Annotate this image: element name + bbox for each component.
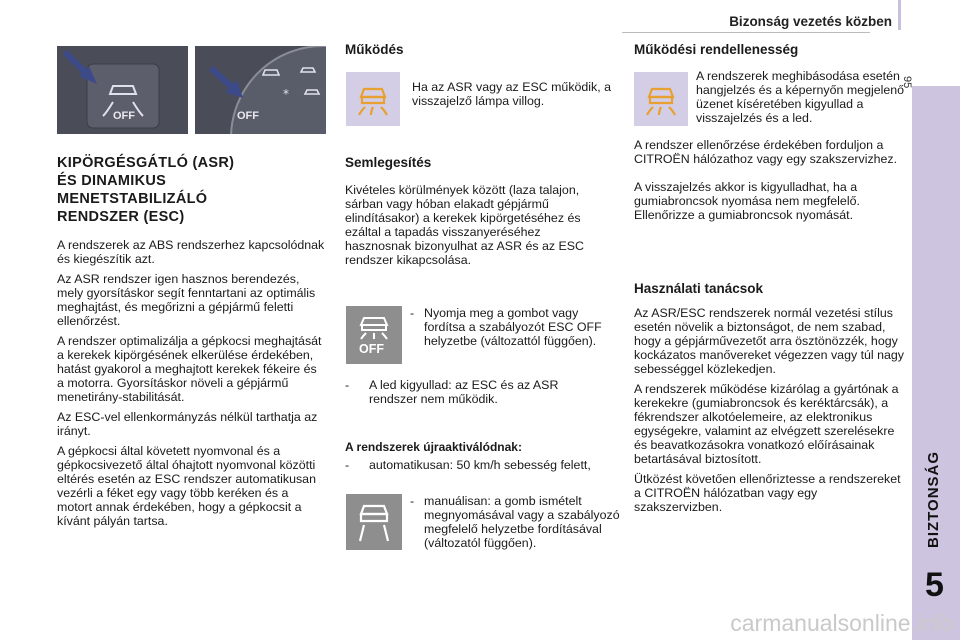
advice-paragraph-1: Az ASR/ESC rendszerek normál vezetési stílus esetén növelik a biztonságot, de nem szabad, hogy a gépjárművezetőt arra ösztönözzék, hogy kockázatos manővereket végezzen vagy túl nagy sebességgel közlekedjen.: [634, 306, 904, 376]
esc-malfunction-lamp-icon: [641, 79, 681, 119]
reactivation-heading: A rendszerek újraaktiválódnak:: [345, 440, 522, 454]
intro-paragraph-3: A rendszer optimalizálja a gépkocsi meghajtását a kerekek kipörgésének elkerülése érdekében, hatást gyakorol a meghajtott kerekek fékeire és a motorra. Gyorsításkor növeli a gépjármű menetirány-stabilitását.: [57, 334, 322, 404]
advice-paragraph-3: Ütközést követően ellenőriztesse a rendszereket a CITROËN hálózatban vagy egy szakszervizben.: [634, 472, 901, 514]
svg-text:*: *: [283, 87, 289, 101]
dash-marker: -: [345, 378, 350, 392]
step-led-text: A led kigyullad: az ESC és az ASR rendszer nem működik.: [369, 378, 559, 406]
malfunction-text: A rendszerek meghibásodása esetén hangjelzés és a képernyőn megjelenő üzenet kíséretében kigyullad a visszajelzés és a led.: [696, 69, 905, 125]
usage-advice-heading: Használati tanácsok: [634, 281, 764, 296]
reactivation-manual: [410, 494, 620, 550]
reactivation-auto: [345, 458, 607, 472]
esc-off-dial-photo-icon: [195, 46, 326, 134]
header-rule: [622, 32, 870, 33]
malfunction-heading: Működési rendellenesség: [634, 42, 799, 57]
reactivation-manual-text: manuálisan: a gomb ismételt megnyomásával vagy a szabályozó megfelelő helyzetbe fordításával (változatól függően).: [424, 494, 620, 550]
chapter-label: BIZTONSÁG: [925, 450, 942, 548]
dashboard-photo-button: [57, 46, 188, 134]
reactivation-auto-text: automatikusan: 50 km/h sebesség felett,: [369, 458, 591, 472]
intro-paragraph-2: Az ASR rendszer igen hasznos berendezés, mely gyorsításkor segít fenntartani az optimális meghajtást, és megőrizni a gépjármű feletti ellenőrzést.: [57, 272, 316, 328]
step-press-button: [410, 306, 610, 348]
esc-button-box: [346, 494, 402, 550]
esc-warning-lamp-icon: [353, 79, 393, 119]
neutralization-heading: Semlegesítés: [345, 155, 432, 170]
malfunction-lamp-box: [634, 72, 688, 126]
dash-marker: -: [410, 494, 415, 508]
usage-advice-body: [634, 306, 904, 520]
neutralization-text: Kivételes körülmények között (laza talajon, sárban vagy hóban elakadt gépjármű elindításakor) a kerekek kipörgetéséhez és ezáltal a tapadás visszanyeréséhez hasznosnak bizonyulhat az ASR és az ESC rendszer kikapcsolása.: [345, 183, 584, 267]
chapter-number: 5: [925, 566, 944, 604]
dashboard-photo-dial: [195, 46, 326, 134]
operation-text: Ha az ASR vagy az ESC működik, a visszajelző lámpa villog.: [412, 80, 612, 108]
operation-heading: Működés: [345, 42, 404, 57]
malfunction-paragraph-3: A visszajelzés akkor is kigyulladhat, ha a gumiabroncsok nyomása nem megfelelő. Ellenőrizze a gumiabroncsok nyomását.: [634, 180, 860, 222]
malfunction-paragraph-2: A rendszer ellenőrzése érdekében forduljon a CITROËN hálózathoz vagy egy szakszervizhez.: [634, 138, 898, 166]
left-column: [57, 154, 325, 534]
header-tab-mark: [898, 0, 901, 30]
off-button-label: OFF: [359, 342, 384, 356]
intro-paragraph-5: A gépkocsi által követett nyomvonal és a gépkocsivezető által óhajtott nyomvonal közötti eltérés esetén az ESC rendszer automatikusan vezérli a féket egy vagy több keréken és a motort annak érdekében, hogy a gépkocsit a kívánt pályán tartsa.: [57, 444, 316, 528]
advice-paragraph-2: A rendszerek működése kizárólag a gyártónak a kerekekre (gumiabroncsok és keréktárcsák), a fékrendszer alkotóelemeire, az elektronikus egységekre, valamint az elvégzett szerelésekre és beavatkozásokra vonatkozó előírásainak betartásával biztosított.: [634, 382, 899, 466]
step-press-text: Nyomja meg a gombot vagy fordítsa a szabályozót ESC OFF helyzetbe (változattól függően).: [424, 306, 602, 348]
photo-dial-off-label: OFF: [237, 110, 259, 122]
page-number: 95: [901, 76, 913, 89]
photo-off-label: OFF: [113, 110, 135, 122]
chapter-side-tab: [912, 86, 960, 640]
running-header: Bizonság vezetés közben: [729, 14, 892, 29]
dash-marker: -: [410, 306, 415, 320]
step-led: [345, 378, 607, 406]
dash-marker: -: [345, 458, 350, 472]
skidding-car-icon: [352, 498, 396, 546]
esc-off-button-box: [346, 306, 402, 364]
intro-paragraph-1: A rendszerek az ABS rendszerhez kapcsolódnak és kiegészítik azt.: [57, 238, 325, 266]
watermark-text: carmanualsonline.info: [730, 610, 954, 636]
intro-paragraph-4: Az ESC-vel ellenkormányzás nélkül tarthatja az irányt.: [57, 410, 318, 438]
section-title: KIPÖRGÉSGÁTLÓ (ASR) ÉS DINAMIKUS MENETSTABILIZÁLÓ RENDSZER (ESC): [57, 155, 235, 225]
warning-lamp-box: [346, 72, 400, 126]
